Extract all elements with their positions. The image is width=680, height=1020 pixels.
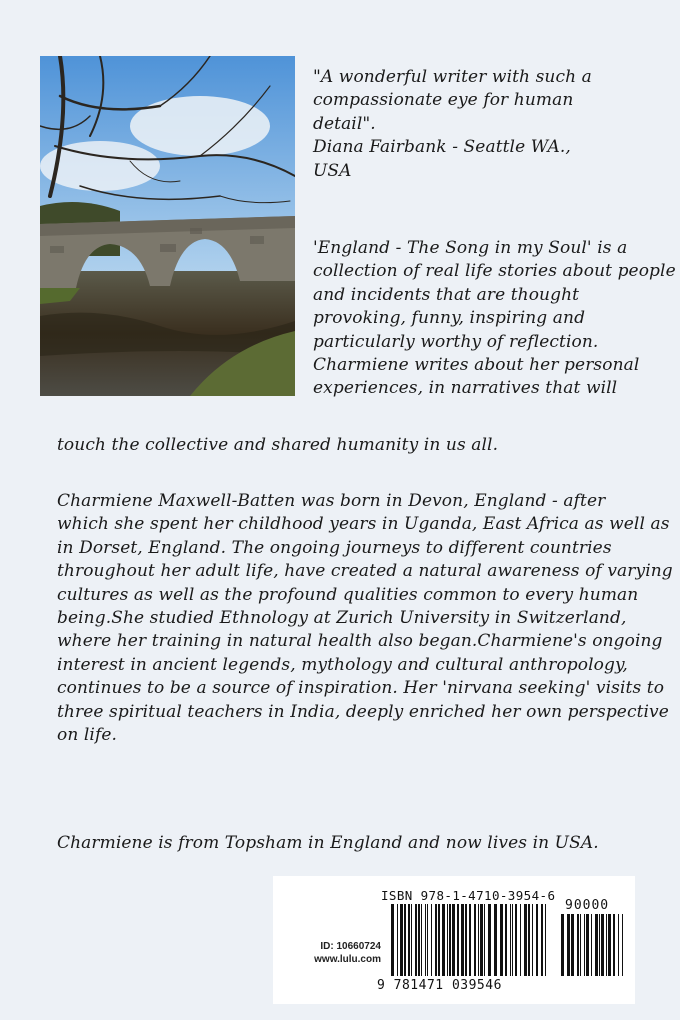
barcode-bar bbox=[577, 914, 579, 976]
bridge-photo-icon bbox=[40, 56, 295, 396]
barcode-bar bbox=[520, 904, 521, 976]
quote-attribution: USA bbox=[313, 160, 352, 181]
barcode-box bbox=[273, 876, 635, 1004]
barcode-bar bbox=[510, 904, 511, 976]
bio-line: which she spent her childhood years in Uganda, East Africa as well as bbox=[57, 514, 670, 535]
barcode-bar bbox=[435, 904, 437, 976]
bio-line: on life. bbox=[57, 725, 118, 746]
barcode-bar bbox=[505, 904, 507, 976]
price-code: 90000 bbox=[565, 898, 610, 913]
barcode-bar bbox=[599, 914, 600, 976]
barcode-bar bbox=[427, 904, 428, 976]
barcode-bar bbox=[622, 914, 623, 976]
barcode-bar bbox=[528, 904, 530, 976]
barcode-bar bbox=[418, 904, 420, 976]
barcode-bar bbox=[586, 914, 589, 976]
closing-line: Charmiene is from Topsham in England and now lives in USA. bbox=[57, 833, 599, 853]
bio-line: interest in ancient legends, mythology and cultural anthropology, bbox=[57, 654, 628, 675]
closing-paragraph bbox=[57, 832, 657, 855]
intro-line: experiences, in narratives that will bbox=[313, 378, 618, 399]
publisher-site: www.lulu.com bbox=[314, 954, 381, 965]
bio-line: cultures as well as the profound qualities common to every human bbox=[57, 584, 639, 605]
barcode-bar bbox=[469, 904, 471, 976]
barcode-bar bbox=[457, 904, 459, 976]
barcode-bar bbox=[447, 904, 448, 976]
isbn-barcode-icon bbox=[391, 904, 551, 976]
intro-last-line-block bbox=[57, 434, 657, 457]
bio-paragraph bbox=[57, 490, 673, 747]
barcode-bar bbox=[408, 904, 410, 976]
barcode-bar bbox=[580, 914, 581, 976]
barcode-bar bbox=[488, 904, 491, 976]
price-barcode-icon bbox=[561, 914, 625, 976]
quote-line: "A wonderful writer with such a bbox=[313, 67, 592, 87]
barcode-bar bbox=[595, 914, 598, 976]
publisher-id bbox=[293, 940, 381, 966]
bio-line: where her training in natural health also began.Charmiene's ongoing bbox=[57, 631, 663, 652]
barcode-bar bbox=[480, 904, 483, 976]
barcode-bar bbox=[461, 904, 464, 976]
barcode-bar bbox=[400, 904, 403, 976]
barcode-bar bbox=[591, 914, 592, 976]
isbn-label: ISBN 978-1-4710-3954-6 bbox=[381, 888, 556, 903]
quote-line: compassionate eye for human bbox=[313, 90, 574, 111]
barcode-bar bbox=[561, 914, 564, 976]
quote-line: detail". bbox=[313, 113, 376, 134]
barcode-bar bbox=[452, 904, 455, 976]
barcode-bar bbox=[515, 904, 517, 976]
intro-line: Charmiene writes about her personal bbox=[313, 355, 640, 376]
barcode-bar bbox=[541, 904, 543, 976]
intro-paragraph bbox=[313, 237, 676, 401]
barcode-bar bbox=[571, 914, 574, 976]
barcode-bar bbox=[567, 914, 570, 976]
barcode-bar bbox=[494, 904, 497, 976]
barcode-bar bbox=[606, 914, 607, 976]
intro-last-line: touch the collective and shared humanity in us all. bbox=[57, 435, 499, 455]
barcode-bar bbox=[618, 914, 619, 976]
barcode-bar bbox=[449, 904, 451, 976]
id-number: ID: 10660724 bbox=[320, 941, 381, 952]
bio-line: continues to be a source of inspiration. Her 'nirvana seeking' visits to bbox=[57, 678, 665, 699]
intro-line: and incidents that are thought bbox=[313, 284, 580, 305]
barcode-bar bbox=[391, 904, 394, 976]
barcode-bar bbox=[425, 904, 426, 976]
barcode-bar bbox=[442, 904, 445, 976]
intro-line: particularly worthy of reflection. bbox=[313, 331, 599, 352]
barcode-bar bbox=[545, 904, 546, 976]
barcode-bar bbox=[613, 914, 615, 976]
bio-line: throughout her adult life, have created a natural awareness of varying bbox=[57, 561, 673, 582]
barcode-bar bbox=[584, 914, 585, 976]
bio-line: in Dorset, England. The ongoing journeys to different countries bbox=[57, 537, 612, 558]
barcode-bar bbox=[404, 904, 406, 976]
bio-line: being.She studied Ethnology at Zurich University in Switzerland, bbox=[57, 608, 627, 629]
barcode-bar bbox=[484, 904, 485, 976]
bio-line: three spiritual teachers in India, deeply enriched her own perspective bbox=[57, 701, 669, 722]
barcode-bar bbox=[431, 904, 432, 976]
barcode-bar bbox=[421, 904, 422, 976]
intro-line: provoking, funny, inspiring and bbox=[313, 308, 586, 329]
barcode-bar bbox=[397, 904, 398, 976]
barcode-bar bbox=[601, 914, 604, 976]
barcode-bar bbox=[512, 904, 513, 976]
intro-line: collection of real life stories about people bbox=[313, 261, 676, 282]
barcode-bar bbox=[500, 904, 503, 976]
barcode-bar bbox=[415, 904, 417, 976]
cover-photo bbox=[40, 56, 295, 396]
bio-line: Charmiene Maxwell-Batten was born in Devon, England - after bbox=[57, 491, 606, 511]
isbn-digits: 9 781471 039546 bbox=[377, 978, 502, 993]
barcode-bar bbox=[524, 904, 527, 976]
barcode-bar bbox=[478, 904, 479, 976]
barcode-bar bbox=[438, 904, 440, 976]
barcode-bar bbox=[608, 914, 611, 976]
barcode-bar bbox=[411, 904, 412, 976]
barcode-bar bbox=[474, 904, 476, 976]
barcode-bar bbox=[536, 904, 538, 976]
quote-attribution: Diana Fairbank - Seattle WA., bbox=[313, 137, 571, 158]
intro-line: 'England - The Song in my Soul' is a bbox=[313, 238, 628, 258]
barcode-bar bbox=[465, 904, 467, 976]
review-quote bbox=[313, 66, 643, 183]
barcode-bar bbox=[532, 904, 533, 976]
